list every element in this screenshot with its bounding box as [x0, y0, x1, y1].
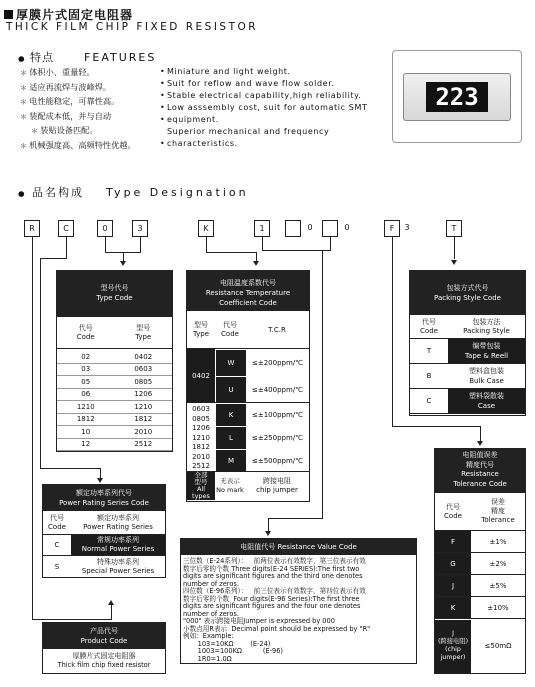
code-box: 0: [97, 220, 113, 237]
table-row: T 编带包装 Tape & Reell: [410, 339, 525, 364]
table-row: 0603 0805 1206 1210 1812 2010 2512 K ≤±100ppm/℃ L ≤±250ppm/℃ M ≤±500ppm/℃: [187, 403, 309, 472]
table-body: [435, 531, 525, 673]
table-row: C 常规功率系列 Normal Power Series: [43, 535, 165, 556]
table-title: 电阻温度系数代号 Resistance Temperature Coefficient Code: [187, 271, 309, 311]
connector-line: [32, 619, 112, 620]
table-header: 型号 Type 代号 Code T.C.R: [187, 311, 309, 349]
connector-line: [330, 237, 331, 251]
table-title: 型号代号 Type Code: [57, 271, 172, 317]
table-title: 额定功率系列代号 Power Rating Series Code: [43, 485, 165, 511]
list-item: • equipment.: [160, 115, 219, 124]
packing-table: [409, 270, 526, 416]
arrow-icon: [265, 531, 271, 536]
text-line: 三位数（E-24系列）： 前两位表示有效数字，第三位表示有效: [183, 557, 366, 565]
table-body: [57, 349, 172, 451]
text-line: 数字后零的个数 Three digits(E-24 SERIES):The first two: [183, 564, 360, 573]
table-header: 代号 Code 型号 Type: [57, 317, 172, 349]
connector-line: [105, 237, 106, 253]
arrow-icon: [97, 478, 103, 483]
title-en: THICK FILM CHIP FIXED RESISTOR: [6, 21, 259, 33]
list-item: • Stable electrical capability,high reliability.: [160, 91, 362, 100]
list-item: Superior mechanical and frequency: [167, 127, 330, 136]
table-row: 06 1206: [57, 389, 172, 402]
table-row: K ±10%: [435, 597, 525, 619]
dot-bullet-icon: ●: [18, 189, 27, 198]
table-title: 电阻值代号 Resistance Value Code: [181, 539, 416, 555]
table-row: 03 0603: [57, 364, 172, 377]
code-box: F: [384, 220, 400, 237]
code-char: 3: [404, 223, 410, 232]
list-item: ＊ 体积小、重量轻。: [20, 66, 136, 81]
text-line: 103=10KΩ (E-24): [183, 639, 271, 648]
text-line: 四位数（E-96系列）： 前三位表示有效数字，第四位表示有效: [183, 587, 366, 595]
text-line: digits are significant figures and the four one denotes: [183, 602, 361, 610]
chip-body: [403, 73, 511, 121]
list-item: • Suit for reflow and wave flow solder.: [160, 79, 335, 88]
code-char: 0: [307, 223, 313, 232]
table-row: 1210 1210: [57, 401, 172, 414]
list-item: • Low asssembly cost, suit for automatic SMT: [160, 103, 368, 112]
product-value: 厚膜片式固定电阻器 Thick film chip fixed resistor: [57, 652, 151, 669]
resistance-text: [181, 555, 416, 666]
connector-line: [322, 250, 323, 518]
chip-marking: 223: [426, 82, 488, 112]
square-bullet-icon: [4, 10, 13, 19]
code-box: K: [198, 220, 214, 237]
list-item: ＊ 装配成本低，并与自动: [20, 110, 136, 125]
table-row: J (跨接电阻) (chip jumper) ≤50mΩ: [435, 619, 525, 673]
connector-line: [40, 258, 41, 469]
list-item: ＊ 电性能稳定，可靠性高。: [20, 95, 136, 110]
connector-line: [262, 250, 331, 251]
dot-bullet-icon: ●: [18, 54, 26, 63]
table-row: 0402 W ≤±200ppm/℃ U ≤±400ppm/℃: [187, 349, 309, 403]
type-code-table: [56, 270, 173, 452]
text-line: 1R0=1.0Ω: [183, 654, 232, 663]
features-en-list: [160, 66, 367, 150]
connector-line: [66, 237, 67, 259]
table-header: 代号 Code 误差 精度 Tolerance: [435, 493, 525, 531]
text-line: number of zeros.: [183, 609, 239, 618]
connector-line: [268, 518, 269, 532]
arrow-icon: [108, 600, 114, 605]
table-row: 全部 型号 All types 无表示 No mark 跨接电阻 chip jumper: [187, 472, 309, 500]
connector-line: [32, 237, 33, 619]
resistance-table: [180, 538, 417, 664]
code-box: T: [446, 220, 462, 237]
text-line: digits are significant figures and the third one denotes: [183, 572, 363, 580]
connector-line: [40, 468, 101, 469]
text-line: 数字后零的个数 Four digits(E-96 Series):The first three: [183, 594, 360, 603]
table-row: B 塑料盒包装 Bulk Case: [410, 364, 525, 389]
text-line: 小数点用R表示 Decimal point should be expressed by "R": [183, 624, 371, 633]
features-cn-list: [20, 66, 136, 154]
arrow-icon: [451, 260, 457, 265]
list-item: ＊ 机械强度高、高频特性优越。: [20, 139, 136, 154]
connector-line: [206, 252, 257, 253]
connector-line: [454, 237, 455, 259]
table-title: 包装方式代号 Packing Style Code: [410, 271, 525, 315]
table-row: J ±5%: [435, 575, 525, 597]
connector-line: [40, 258, 67, 259]
code-box: 3: [132, 220, 148, 237]
product-table: [42, 622, 166, 674]
text-line: 例如：Example:: [183, 632, 234, 640]
connector-line: [111, 604, 112, 620]
list-item: ＊ 适应再流焊与波峰焊。: [20, 81, 136, 96]
table-row: 10 2010: [57, 426, 172, 439]
text-line: "000" 表示跨接电阻Jumper is expressed by 000: [183, 617, 335, 625]
table-row: 12 2512: [57, 439, 172, 452]
text-line: 1003=100KΩ (E-96): [183, 647, 283, 655]
table-title: 电阻值误差 精度代号 Resistance Tolerance Code: [435, 449, 525, 493]
code-box: 1: [254, 220, 270, 237]
table-row: S 特殊功率系列 Special Power Series: [54, 557, 155, 575]
table-title: 产品代号 Product Code: [43, 623, 165, 649]
connector-line: [392, 426, 481, 427]
table-header: 代号 Code 额定功率系列 Power Rating Series: [43, 511, 165, 535]
list-item: ＊ 装贴设备匹配。: [20, 124, 136, 139]
connector-line: [140, 237, 141, 253]
tolerance-table: [434, 448, 526, 674]
connector-line: [262, 237, 263, 251]
arrow-icon: [120, 261, 126, 266]
arrow-icon: [253, 261, 259, 266]
table-row: 1812 1812: [57, 414, 172, 427]
connector-line: [268, 518, 323, 519]
table-header: 代号 Code 包装方法 Packing Style: [410, 315, 525, 339]
table-row: F ±1%: [435, 531, 525, 553]
code-box: [285, 220, 301, 237]
chip-resistor-image: [392, 50, 522, 143]
connector-line: [480, 426, 481, 442]
code-box: C: [58, 220, 74, 237]
table-row: 02 0402: [57, 351, 172, 364]
code-char: 0: [344, 223, 350, 232]
power-table: [42, 484, 166, 578]
text-line: number of zeros.: [183, 579, 239, 588]
connector-line: [206, 237, 207, 253]
list-item: • Miniature and light weight.: [160, 67, 291, 76]
code-box: R: [24, 220, 40, 237]
list-item: • characteristics.: [160, 139, 238, 148]
features-heading: ● 特点 FEATURES: [18, 51, 157, 64]
title-cn: 厚膜片式固定电阻器: [4, 6, 133, 23]
code-box: [322, 220, 338, 237]
tcr-table: [186, 270, 310, 502]
designation-heading: ● 品名构成 Type Designation: [18, 186, 249, 199]
table-row: C 塑料袋散装 Case: [410, 389, 525, 414]
arrow-icon: [477, 441, 483, 446]
table-body: [410, 339, 525, 414]
table-row: 05 0805: [57, 376, 172, 389]
connector-line: [392, 237, 393, 427]
table-row: G ±2%: [435, 553, 525, 575]
